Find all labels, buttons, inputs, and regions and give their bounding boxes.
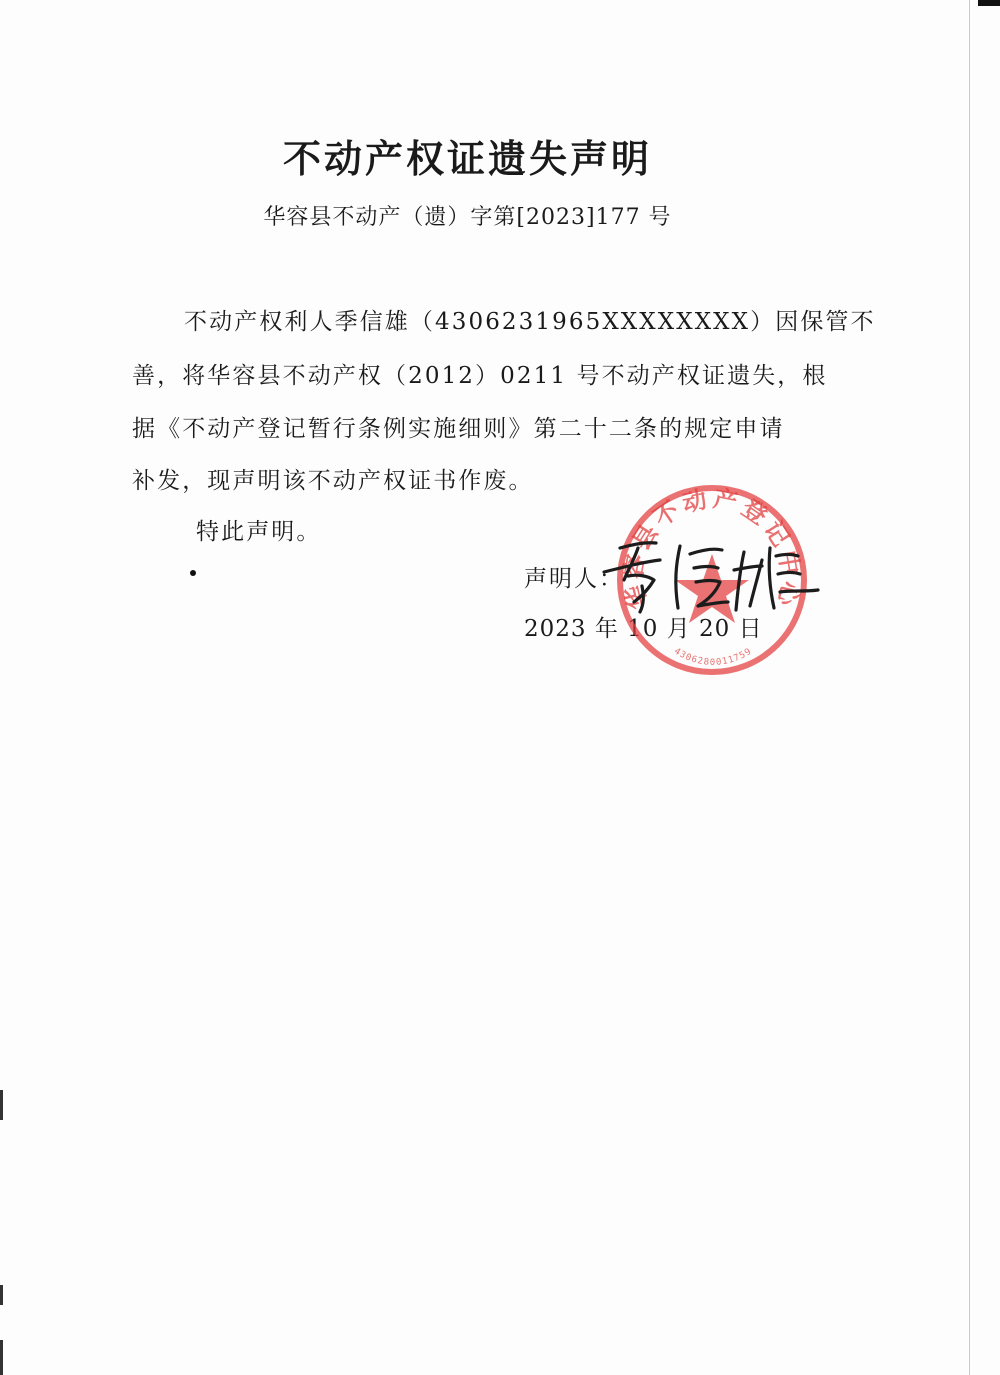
scan-corner-mark [978, 0, 1000, 6]
scan-edge-mark [0, 1285, 3, 1305]
body-line: 善，将华容县不动产权（2012）0211 号不动产权证遗失，根 [132, 363, 828, 389]
body-line: 不动产权利人季信雄（4306231965XXXXXXXX）因保管不 [184, 309, 876, 335]
seal-code: 4306280011759 [672, 646, 754, 668]
body-line: 补发，现声明该不动产权证书作废。 [132, 468, 534, 494]
seal-ring-text: 华容县不动产登记中心 [618, 484, 806, 613]
handwritten-signature [598, 530, 823, 620]
document-number: 华容县不动产（遗）字第[2023]177 号 [263, 205, 672, 230]
scan-edge-mark [0, 1090, 3, 1120]
declaration-date: 2023 年 10 月 20 日 [524, 616, 763, 642]
declarant-label: 声明人： [524, 566, 624, 592]
closing-statement: 特此声明。 [196, 519, 322, 545]
scan-edge-mark [0, 1340, 3, 1375]
body-line: 据《不动产登记暂行条例实施细则》第二十二条的规定申请 [132, 416, 785, 442]
scan-edge-line [969, 0, 970, 1375]
ink-dot [190, 570, 196, 576]
document-title: 不动产权证遗失声明 [282, 136, 652, 181]
